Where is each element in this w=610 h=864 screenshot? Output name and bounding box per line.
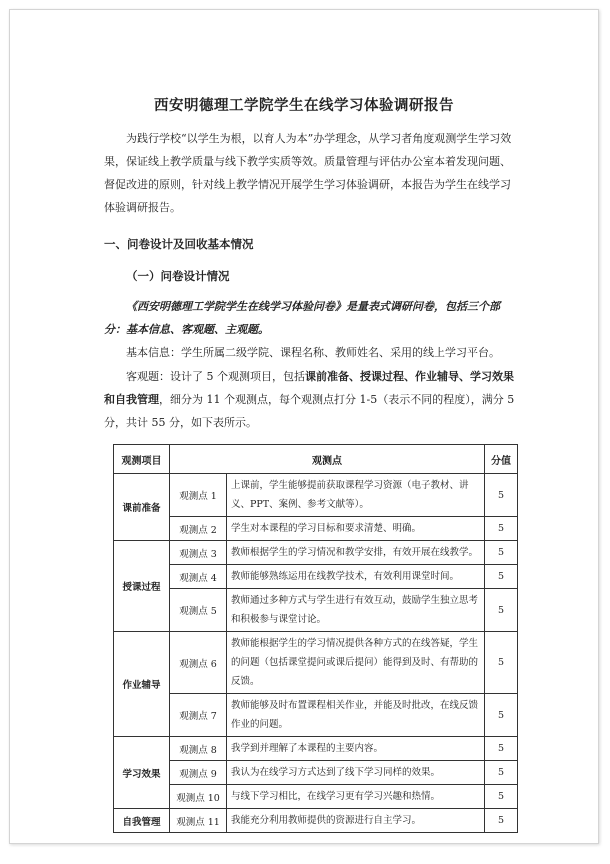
score-cell: 5	[485, 761, 518, 785]
document-page	[9, 9, 599, 844]
table-row	[114, 589, 518, 632]
point-cell: 观测点 11	[170, 809, 227, 833]
score-cell: 5	[485, 632, 518, 694]
score-cell: 5	[485, 541, 518, 565]
header-score: 分值	[485, 445, 518, 474]
score-cell: 5	[485, 737, 518, 761]
observation-table	[113, 444, 518, 833]
objective-paragraph	[104, 365, 520, 434]
objective-items-bold: 课前准备、授课过程、作业辅导、学习效果和自我管理	[104, 370, 514, 406]
page-content	[10, 10, 598, 843]
point-cell: 观测点 4	[170, 565, 227, 589]
point-cell: 观测点 1	[170, 474, 227, 517]
point-cell: 观测点 5	[170, 589, 227, 632]
point-cell: 观测点 8	[170, 737, 227, 761]
category-cell: 作业辅导	[114, 632, 170, 737]
score-cell: 5	[485, 517, 518, 541]
desc-cell: 与线下学习相比，在线学习更有学习兴趣和热情。	[227, 785, 485, 809]
table-row	[114, 517, 518, 541]
point-cell: 观测点 9	[170, 761, 227, 785]
desc-cell: 教师能够熟练运用在线教学技术，有效利用课堂时间。	[227, 565, 485, 589]
point-cell: 观测点 7	[170, 694, 227, 737]
table-row	[114, 565, 518, 589]
score-cell: 5	[485, 694, 518, 737]
desc-cell: 我认为在线学习方式达到了线下学习同样的效果。	[227, 761, 485, 785]
table-row	[114, 809, 518, 833]
basic-info-paragraph: 基本信息：学生所属二级学院、课程名称、教师姓名、采用的线上学习平台。	[126, 346, 500, 359]
desc-cell: 教师根据学生的学习情况和教学安排，有效开展在线教学。	[227, 541, 485, 565]
report-title: 西安明德理工学院学生在线学习体验调研报告	[154, 97, 454, 114]
table-row	[114, 474, 518, 517]
table-row	[114, 694, 518, 737]
point-cell: 观测点 2	[170, 517, 227, 541]
header-point: 观测点	[170, 445, 485, 474]
subsection-heading-1-1: （一）问卷设计情况	[126, 269, 230, 283]
desc-cell: 教师能够及时布置课程相关作业，并能及时批改，在线反馈作业的问题。	[227, 694, 485, 737]
desc-cell: 教师能根据学生的学习情况提供各种方式的在线答疑，学生的问题（包括课堂提问或课后提问）能得到及时、有帮助的反馈。	[227, 632, 485, 694]
score-cell: 5	[485, 809, 518, 833]
intro-paragraph: 为践行学校“以学生为根，以育人为本”办学理念，从学习者角度观测学生学习效果，保证线上教学质量与线下教学实质等效。质量管理与评估办公室本着发现问题、督促改进的原则，针对线上教学情况开展学生学习体验调研，本报告为学生在线学习体验调研报告。	[104, 132, 512, 214]
point-cell: 观测点 6	[170, 632, 227, 694]
table-row	[114, 541, 518, 565]
score-cell: 5	[485, 589, 518, 632]
score-cell: 5	[485, 565, 518, 589]
table-header-row	[114, 445, 518, 474]
table-row	[114, 632, 518, 694]
table-row	[114, 737, 518, 761]
table-row	[114, 761, 518, 785]
desc-cell: 我学到并理解了本课程的主要内容。	[227, 737, 485, 761]
header-item: 观测项目	[114, 445, 170, 474]
section-heading-1: 一、问卷设计及回收基本情况	[104, 237, 254, 251]
questionnaire-description: 《西安明德理工学院学生在线学习体验问卷》是量表式调研问卷，包括三个部分：基本信息、客观题、主观题。	[104, 300, 500, 336]
desc-cell: 我能充分利用教师提供的资源进行自主学习。	[227, 809, 485, 833]
category-cell: 学习效果	[114, 737, 170, 809]
category-cell: 授课过程	[114, 541, 170, 632]
point-cell: 观测点 3	[170, 541, 227, 565]
score-cell: 5	[485, 785, 518, 809]
score-cell: 5	[485, 474, 518, 517]
objective-text-post: ，细分为 11 个观测点，每个观测点打分 1-5（表示不同的程度），满分 5 分，共计 55 分，如下表所示。	[104, 393, 515, 429]
desc-cell: 学生对本课程的学习目标和要求清楚、明确。	[227, 517, 485, 541]
category-cell: 课前准备	[114, 474, 170, 541]
desc-cell: 教师通过多种方式与学生进行有效互动，鼓励学生独立思考和积极参与课堂讨论。	[227, 589, 485, 632]
category-cell: 自我管理	[114, 809, 170, 833]
objective-text-pre: 客观题：设计了 5 个观测项目，包括	[126, 370, 305, 383]
desc-cell: 上课前，学生能够提前获取课程学习资源（电子教材、讲义、PPT、案例、参考文献等）。	[227, 474, 485, 517]
table-row	[114, 785, 518, 809]
point-cell: 观测点 10	[170, 785, 227, 809]
